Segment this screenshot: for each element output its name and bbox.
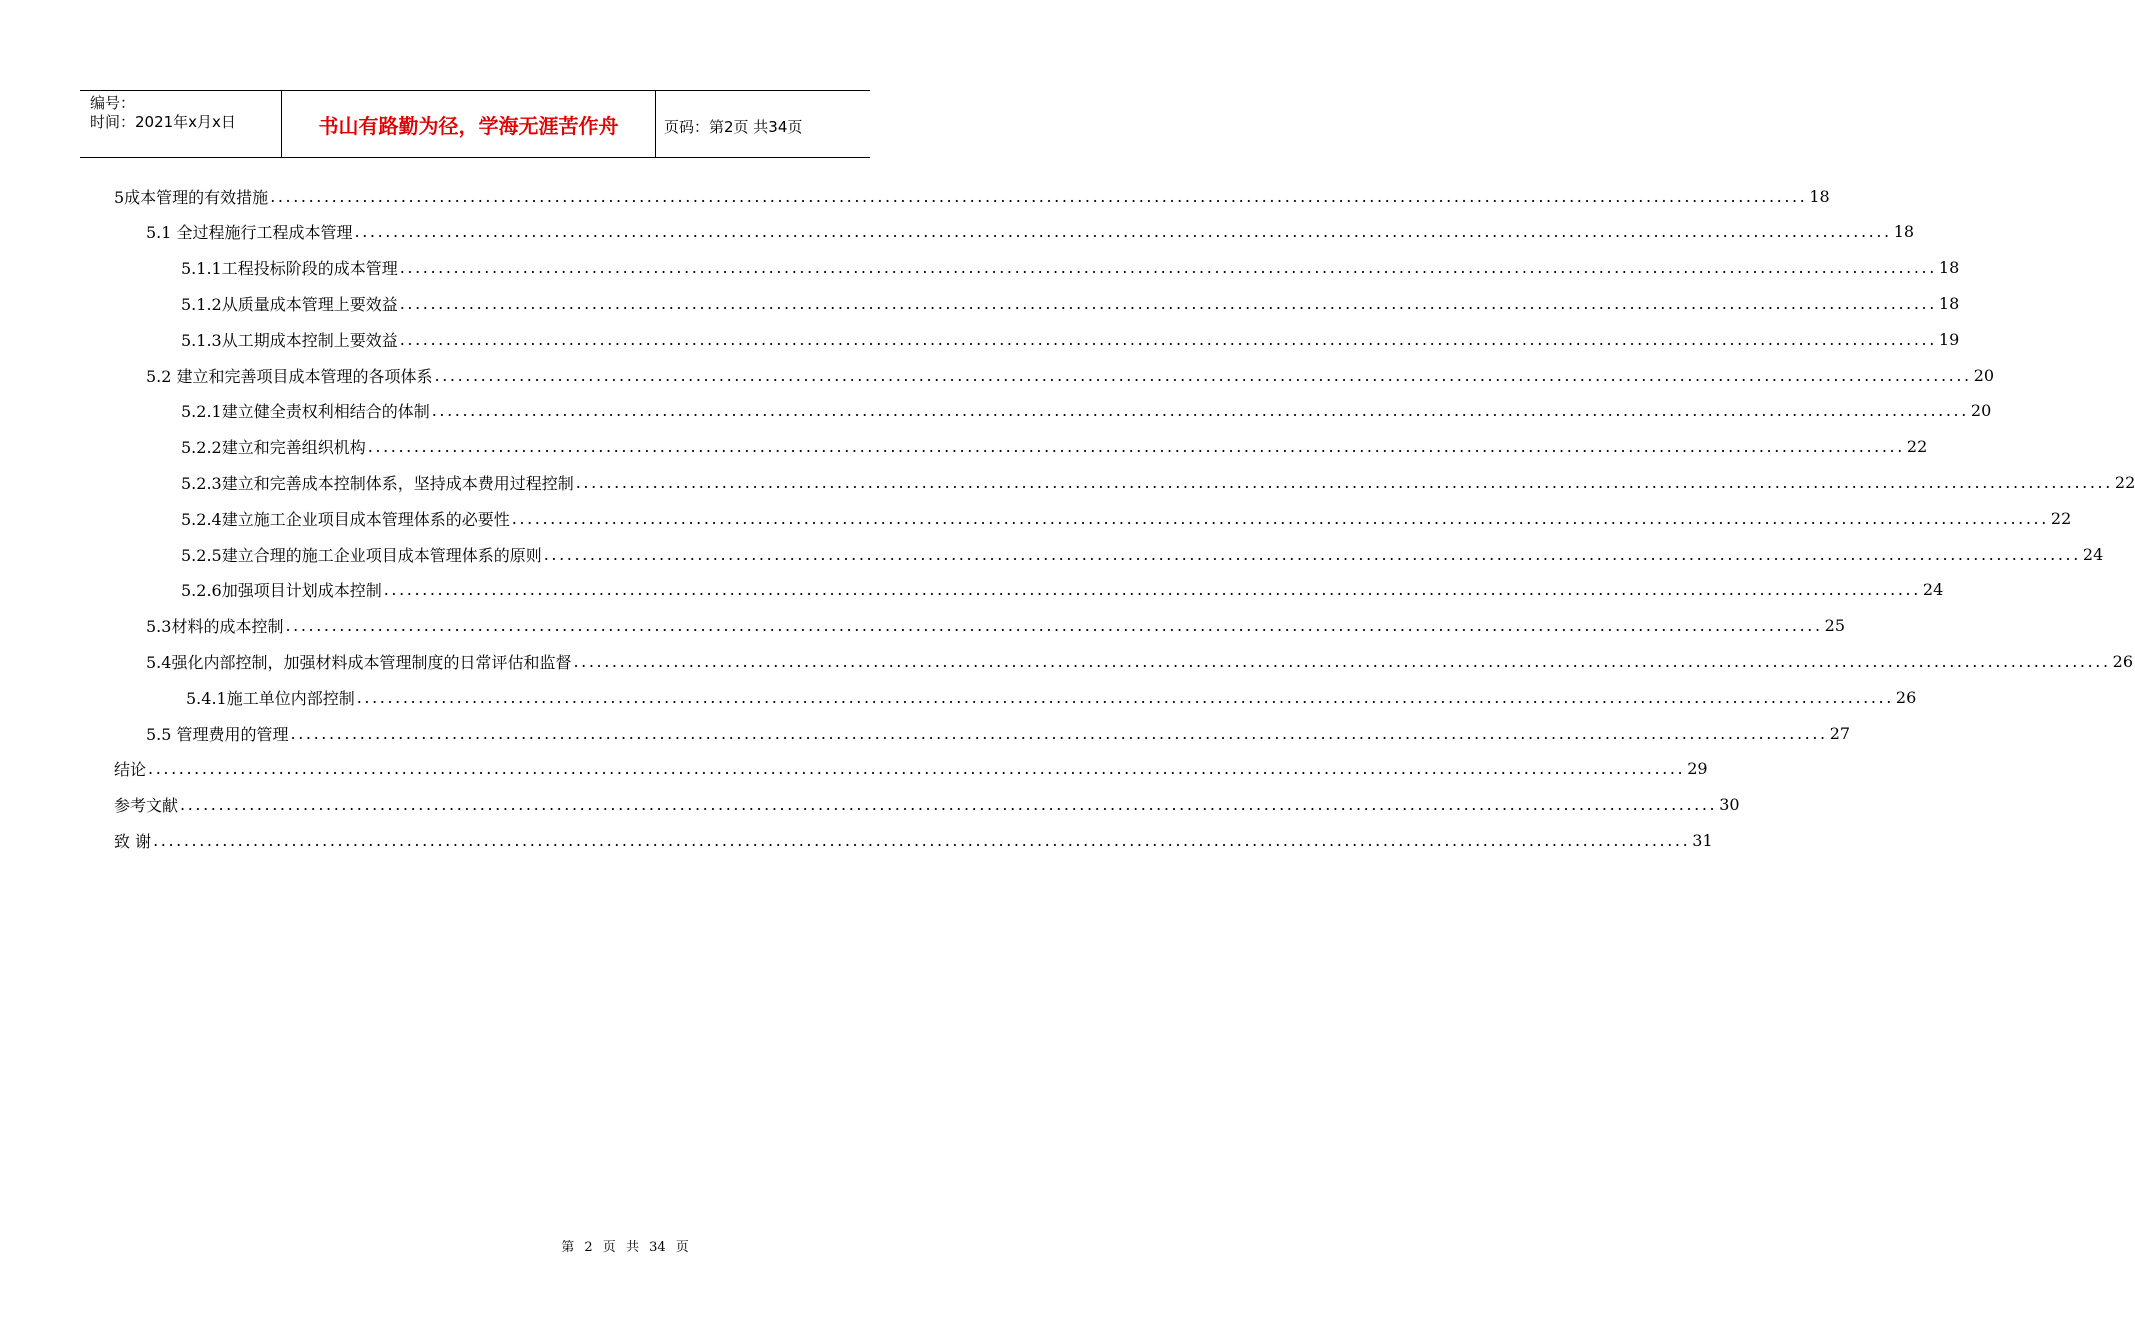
page-footer [0,1236,950,1255]
toc-leader-dots: ........................................................................................................................................................................................................ [270,186,1808,206]
toc-leader-dots: ........................................................................................................................................................................................................ [431,401,1969,421]
toc-leader-dots: ........................................................................................................................................................................................................ [543,544,2081,564]
toc-entry-page: 18 [1938,258,1960,278]
toc-entry-page: 18 [1809,186,1830,206]
footer-gong: 共 [625,1240,639,1255]
toc-leader-dots: ........................................................................................................................................................................................................ [573,651,2111,671]
footer-ye: 页 [602,1240,616,1255]
toc-entry-page: 22 [2114,472,2135,492]
toc-entry[interactable] [181,321,1960,357]
footer-ye2: 页 [675,1240,689,1255]
toc-leader-dots: ........................................................................................................................................................................................................ [511,508,2049,528]
toc-entry-title: 5.2.6加强项目计划成本控制 [181,581,382,601]
toc-entry-page: 27 [1829,723,1851,743]
toc-leader-dots: ........................................................................................................................................................................................................ [153,830,1691,850]
header-number-label: 编号： [90,94,136,112]
toc-entry-title: 5.2.5建立合理的施工企业项目成本管理体系的原则 [181,545,542,565]
toc-entry[interactable] [114,751,1708,787]
toc-entry-page: 19 [1938,329,1960,349]
toc-entry-title: 5.5 管理费用的管理 [146,724,289,744]
toc-entry[interactable] [181,464,2135,500]
footer-di: 第 [561,1240,575,1255]
footer-page-number: 2 [584,1240,593,1255]
toc-leader-dots: ........................................................................................................................................................................................................ [434,365,1972,385]
toc-entry[interactable] [114,787,1740,823]
toc-entry[interactable] [114,178,1830,214]
toc-entry-title: 结论 [114,760,147,780]
toc-leader-dots: ........................................................................................................................................................................................................ [356,687,1894,707]
toc-entry[interactable] [146,715,1851,751]
toc-entry[interactable] [146,643,2133,679]
toc-entry-page: 22 [1906,437,1928,457]
toc-entry-page: 18 [1938,293,1960,313]
toc-entry[interactable] [181,572,1944,608]
toc-entry[interactable] [146,214,1915,250]
header-bottom-rule [80,157,870,158]
footer-total: 34 [649,1240,666,1255]
toc-leader-dots: ........................................................................................................................................................................................................ [575,472,2113,492]
toc-entry-title: 参考文献 [114,796,179,816]
toc-entry-page: 20 [1973,365,1995,385]
toc-leader-dots: ........................................................................................................................................................................................................ [399,258,1937,278]
toc-entry-page: 18 [1893,222,1915,242]
toc-entry[interactable] [181,500,2072,536]
toc-leader-dots: ........................................................................................................................................................................................................ [399,329,1937,349]
toc-entry-page: 24 [2082,544,2104,564]
toc-entry-page: 20 [1970,401,1992,421]
toc-entry[interactable] [186,679,1917,715]
header-top-rule [80,90,870,91]
toc-entry-title: 5.4强化内部控制，加强材料成本管理制度的日常评估和监督 [146,652,572,672]
toc-entry[interactable] [181,536,2104,572]
toc-entry-page: 30 [1719,795,1740,815]
toc-leader-dots: ........................................................................................................................................................................................................ [354,222,1892,242]
toc-entry[interactable] [181,393,1992,429]
toc-entry-page: 25 [1824,616,1845,636]
toc-entry-title: 5.1 全过程施行工程成本管理 [146,223,353,243]
toc-entry-page: 31 [1692,830,1713,850]
toc-entry-page: 26 [1895,687,1917,707]
toc-entry[interactable] [146,357,1995,393]
toc-entry-title: 5.2 建立和完善项目成本管理的各项体系 [146,366,433,386]
toc-entry-page: 24 [1922,580,1944,600]
toc-entry[interactable] [114,822,1713,858]
toc-leader-dots: ........................................................................................................................................................................................................ [399,293,1937,313]
toc-entry-page: 29 [1687,759,1708,779]
toc-leader-dots: ........................................................................................................................................................................................................ [367,437,1905,457]
toc-entry-title: 5.1.2从质量成本管理上要效益 [181,294,398,314]
toc-entry-title: 5.2.3建立和完善成本控制体系，坚持成本费用过程控制 [181,473,574,493]
toc-entry[interactable] [181,285,1960,321]
toc-entry-page: 22 [2050,508,2072,528]
toc-leader-dots: ........................................................................................................................................................................................................ [285,616,1823,636]
toc-entry-page: 26 [2112,651,2133,671]
toc-entry-title: 致 谢 [114,831,152,851]
toc-leader-dots: ........................................................................................................................................................................................................ [383,580,1921,600]
toc-entry-title: 5.2.4建立施工企业项目成本管理体系的必要性 [181,509,510,529]
toc-entry-title: 5.4.1施工单位内部控制 [186,688,355,708]
toc-leader-dots: ........................................................................................................................................................................................................ [180,795,1718,815]
toc-entry-title: 5成本管理的有效措施 [114,187,269,207]
toc-entry-title: 5.3材料的成本控制 [146,617,284,637]
toc-entry[interactable] [146,608,1845,644]
toc-entry-title: 5.2.1建立健全责权利相结合的体制 [181,402,430,422]
toc-entry-title: 5.1.1工程投标阶段的成本管理 [181,259,398,279]
toc-entry-title: 5.2.2建立和完善组织机构 [181,438,366,458]
header-motto: 书山有路勤为径，学海无涯苦作舟 [318,114,619,138]
toc-entry[interactable] [181,429,1928,465]
toc-entry[interactable] [181,250,1960,286]
toc-entry-title: 5.1.3从工期成本控制上要效益 [181,330,398,350]
header-time-label: 时间：2021年x月x日 [90,113,236,131]
header-page-info: 页码：第2页 共34页 [664,118,803,136]
toc-leader-dots: ........................................................................................................................................................................................................ [290,723,1828,743]
toc-leader-dots: ........................................................................................................................................................................................................ [148,759,1686,779]
header-divider-right [655,90,656,158]
